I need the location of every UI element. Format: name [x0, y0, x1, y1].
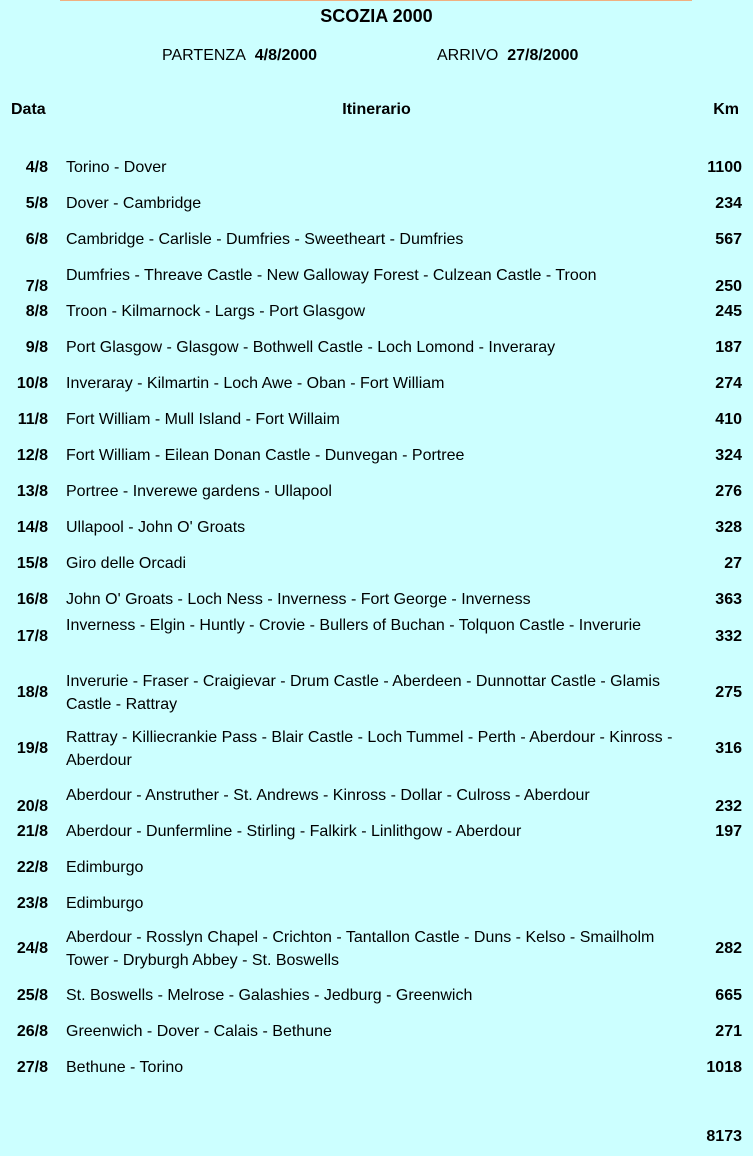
row-km: 276 — [715, 483, 742, 500]
row-date: 7/8 — [25, 278, 48, 295]
row-itinerary: Dover - Cambridge — [66, 195, 202, 212]
arrival-date: 27/8/2000 — [507, 47, 579, 64]
row-date: 22/8 — [16, 859, 48, 876]
row-km: 328 — [715, 519, 742, 536]
row-km: 245 — [715, 303, 742, 320]
row-itinerary: Portree - Inverewe gardens - Ullapool — [66, 483, 332, 500]
row-date: 8/8 — [25, 303, 48, 320]
row-itinerary: John O' Groats - Loch Ness - Inverness - Fort George - Inverness — [66, 591, 531, 608]
row-km: 250 — [715, 278, 742, 295]
row-itinerary: Greenwich - Dover - Calais - Bethune — [66, 1023, 332, 1040]
row-itinerary: Inveraray - Kilmartin - Loch Awe - Oban - Fort William — [66, 375, 445, 392]
row-date: 11/8 — [17, 411, 48, 428]
row-date: 21/8 — [16, 823, 48, 840]
row-date: 23/8 — [16, 895, 48, 912]
row-km: 275 — [715, 684, 742, 701]
row-itinerary: Edimburgo — [66, 859, 144, 876]
row-date: 14/8 — [16, 519, 48, 536]
row-date: 16/8 — [16, 591, 48, 608]
row-itinerary: Inverness - Elgin - Huntly - Crovie - Bullers of Buchan - Tolquon Castle - Inverurie — [66, 617, 642, 634]
row-itinerary: Aberdour - Anstruther - St. Andrews - Kinross - Dollar - Culross - Aberdour — [66, 787, 590, 804]
row-date: 10/8 — [16, 375, 48, 392]
row-date: 13/8 — [16, 483, 48, 500]
row-itinerary: Aberdour - Dunfermline - Stirling - Falkirk - Linlithgow - Aberdour — [66, 823, 522, 840]
row-itinerary: Ullapool - John O' Groats — [66, 519, 246, 536]
departure-info — [162, 47, 317, 65]
row-km: 197 — [715, 823, 742, 840]
row-date: 25/8 — [16, 987, 48, 1004]
departure-label: PARTENZA — [162, 47, 246, 64]
row-date: 6/8 — [25, 231, 48, 248]
row-itinerary: Rattray - Killiecrankie Pass - Blair Castle - Loch Tummel - Perth - Aberdour - Kinross - Aberdour — [66, 729, 673, 769]
row-itinerary: St. Boswells - Melrose - Galashies - Jedburg - Greenwich — [66, 987, 473, 1004]
header-date: Data — [11, 101, 46, 118]
row-date: 4/8 — [25, 159, 48, 176]
header-itinerary: Itinerario — [342, 101, 411, 118]
row-date: 20/8 — [16, 798, 48, 815]
row-itinerary: Giro delle Orcadi — [66, 555, 187, 572]
row-km: 332 — [715, 628, 742, 645]
total-km: 8173 — [706, 1128, 742, 1145]
row-itinerary: Port Glasgow - Glasgow - Bothwell Castle - Loch Lomond - Inveraray — [66, 339, 556, 356]
row-km: 282 — [715, 940, 742, 957]
header-km: Km — [713, 101, 739, 118]
row-km: 324 — [715, 447, 742, 464]
row-km: 187 — [715, 339, 742, 356]
row-km: 234 — [715, 195, 742, 212]
row-itinerary: Cambridge - Carlisle - Dumfries - Sweetheart - Dumfries — [66, 231, 464, 248]
row-km: 410 — [715, 411, 742, 428]
row-date: 9/8 — [25, 339, 48, 356]
row-km: 1100 — [707, 159, 742, 176]
row-km: 274 — [715, 375, 742, 392]
row-itinerary: Edimburgo — [66, 895, 144, 912]
row-date: 12/8 — [16, 447, 48, 464]
departure-date: 4/8/2000 — [254, 47, 318, 64]
page-title: SCOZIA 2000 — [320, 6, 433, 26]
row-itinerary: Aberdour - Rosslyn Chapel - Crichton - Tantallon Castle - Duns - Kelso - Smailholm Tower - Dryburgh Abbey - St. Boswells — [66, 929, 655, 969]
row-date: 18/8 — [16, 684, 48, 701]
row-date: 27/8 — [16, 1059, 48, 1076]
row-km: 27 — [724, 555, 742, 572]
row-date: 5/8 — [25, 195, 48, 212]
row-itinerary: Dumfries - Threave Castle - New Galloway Forest - Culzean Castle - Troon — [66, 267, 597, 284]
row-km: 665 — [715, 987, 742, 1004]
arrival-info — [437, 47, 578, 65]
row-itinerary: Torino - Dover — [66, 159, 167, 176]
row-date: 19/8 — [16, 740, 48, 757]
arrival-label: ARRIVO — [437, 47, 499, 64]
row-date: 26/8 — [16, 1023, 48, 1040]
row-date: 15/8 — [16, 555, 48, 572]
row-km: 271 — [715, 1023, 742, 1040]
row-itinerary: Fort William - Eilean Donan Castle - Dunvegan - Portree — [66, 447, 465, 464]
row-date: 17/8 — [16, 628, 48, 645]
top-rule — [60, 0, 692, 1]
row-date: 24/8 — [16, 940, 48, 957]
row-km: 363 — [715, 591, 742, 608]
row-km: 232 — [715, 798, 742, 815]
row-itinerary: Bethune - Torino — [66, 1059, 184, 1076]
row-km: 567 — [715, 231, 742, 248]
row-itinerary: Inverurie - Fraser - Craigievar - Drum Castle - Aberdeen - Dunnottar Castle - Glamis Castle - Rattray — [66, 673, 660, 713]
row-km: 1018 — [706, 1059, 742, 1076]
row-itinerary: Fort William - Mull Island - Fort Willaim — [66, 411, 340, 428]
row-km: 316 — [715, 740, 742, 757]
row-itinerary: Troon - Kilmarnock - Largs - Port Glasgow — [66, 303, 366, 320]
